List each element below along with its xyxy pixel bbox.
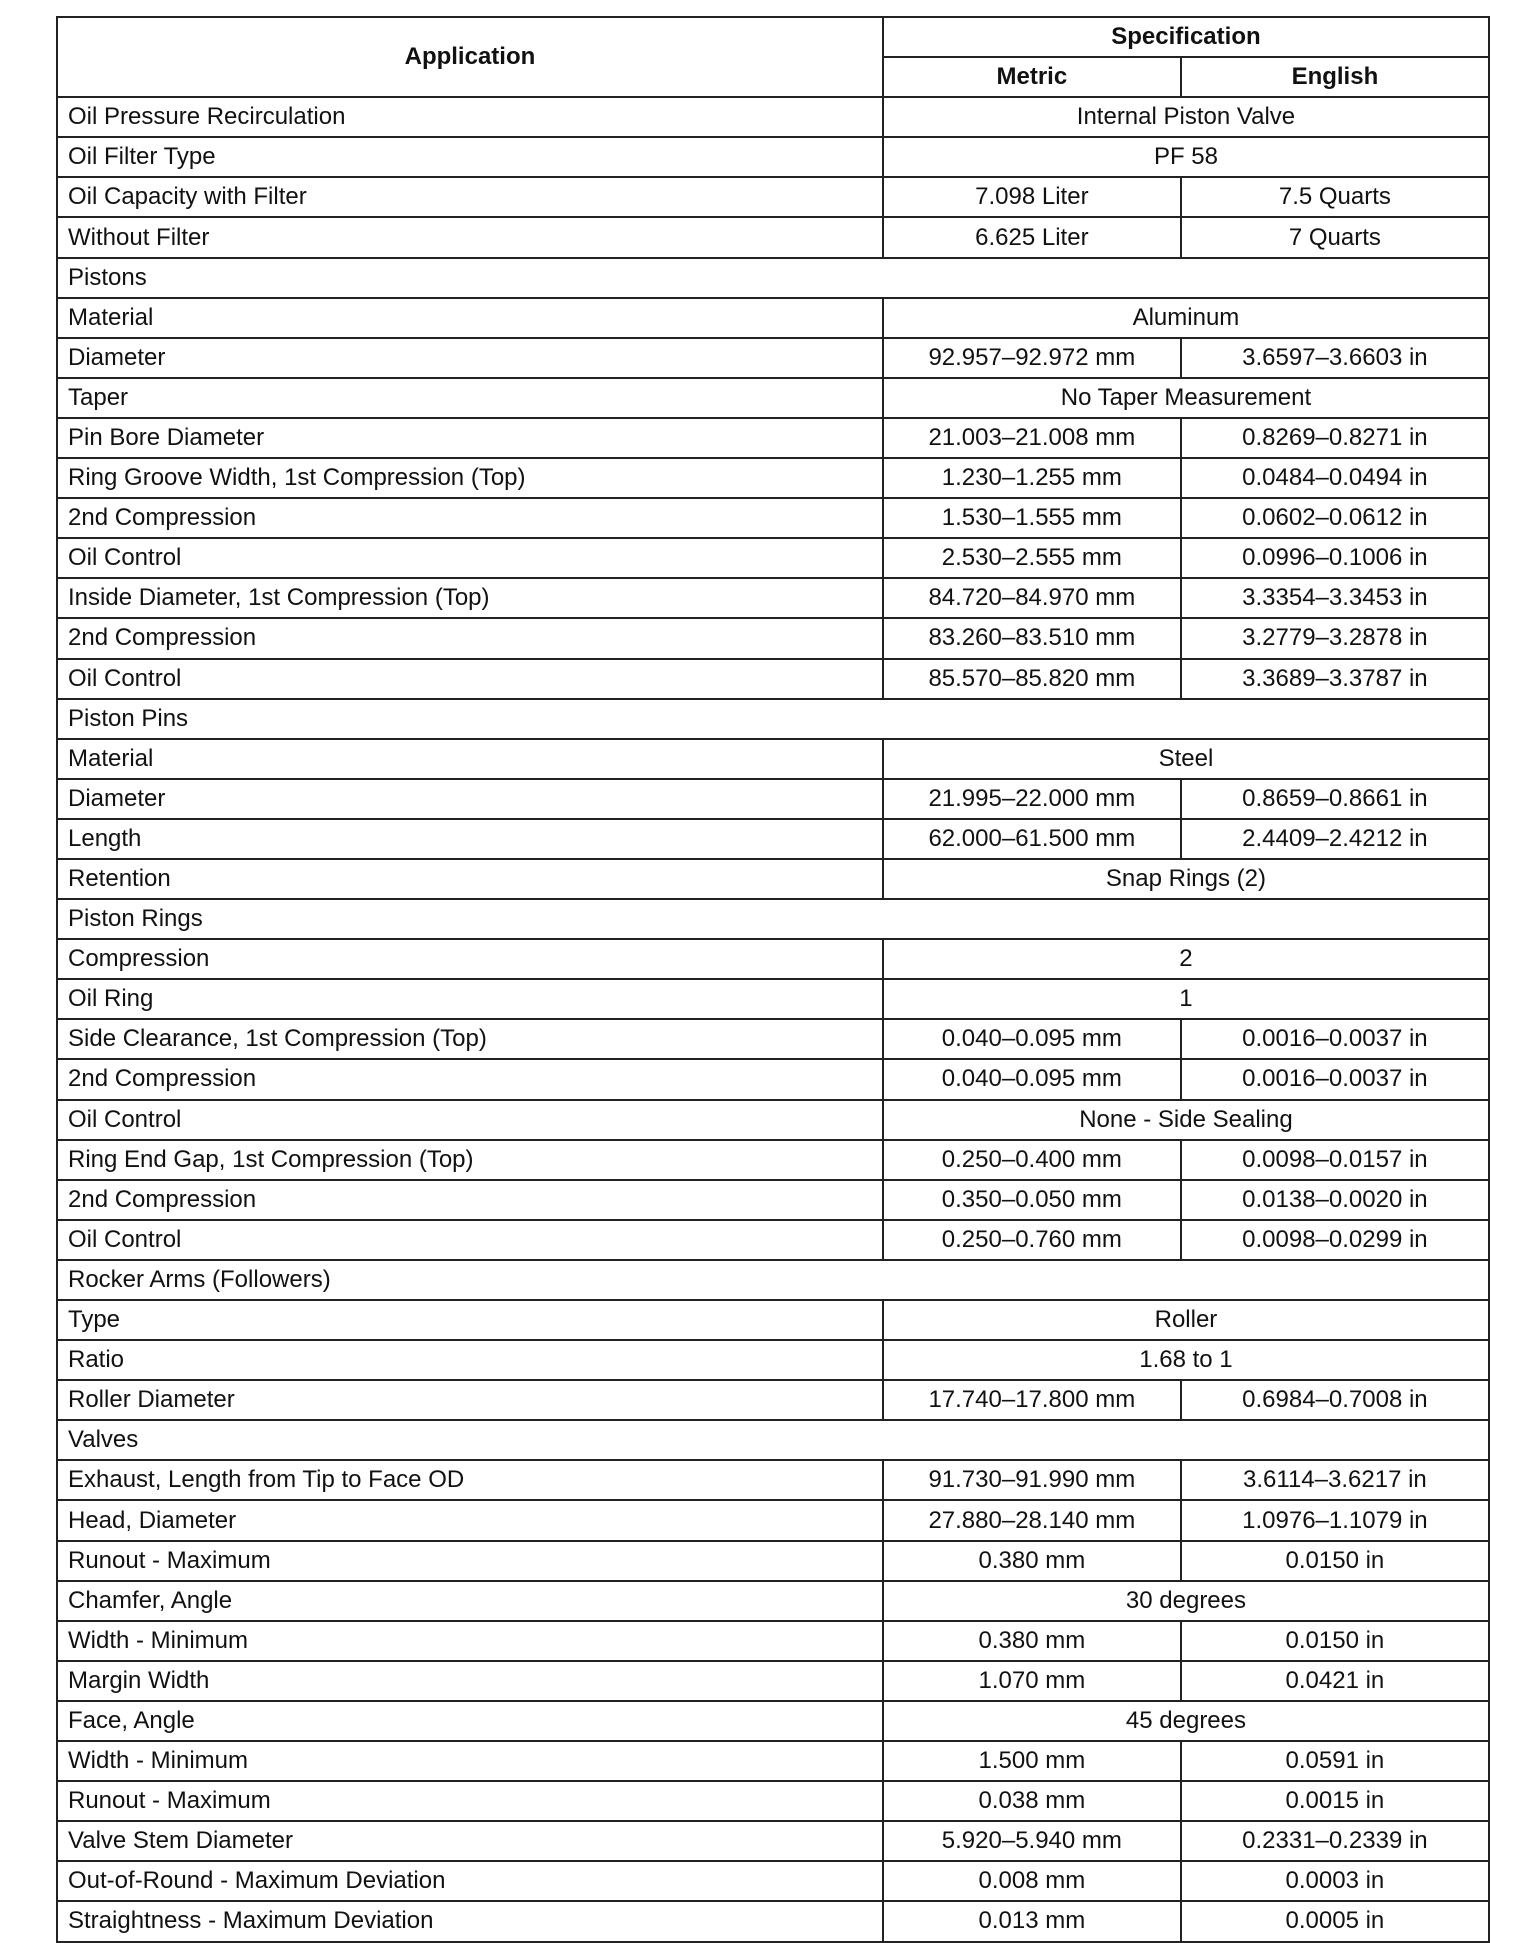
english-cell: 0.0098–0.0157 in xyxy=(1181,1140,1489,1180)
table-row xyxy=(57,1180,1489,1220)
table-row xyxy=(57,1581,1489,1621)
specification-cell: 2 xyxy=(883,939,1489,979)
english-cell: 2.4409–2.4212 in xyxy=(1181,819,1489,859)
metric-cell: 17.740–17.800 mm xyxy=(883,1380,1181,1420)
english-cell: 0.0150 in xyxy=(1181,1621,1489,1661)
application-cell: 2nd Compression xyxy=(57,1059,883,1099)
metric-cell: 2.530–2.555 mm xyxy=(883,538,1181,578)
table-header xyxy=(57,17,1489,97)
table-row xyxy=(57,578,1489,618)
table-row xyxy=(57,1019,1489,1059)
table-row xyxy=(57,418,1489,458)
table-row xyxy=(57,859,1489,899)
application-cell: Without Filter xyxy=(57,217,883,257)
table-row xyxy=(57,979,1489,1019)
application-cell: Taper xyxy=(57,378,883,418)
english-cell: 0.0602–0.0612 in xyxy=(1181,498,1489,538)
table-row xyxy=(57,1701,1489,1741)
metric-cell: 0.038 mm xyxy=(883,1781,1181,1821)
application-cell: Oil Control xyxy=(57,1220,883,1260)
english-cell: 0.0138–0.0020 in xyxy=(1181,1180,1489,1220)
english-cell: 0.0098–0.0299 in xyxy=(1181,1220,1489,1260)
section-label: Rocker Arms (Followers) xyxy=(57,1260,1489,1300)
english-cell: 7.5 Quarts xyxy=(1181,177,1489,217)
english-cell: 0.8269–0.8271 in xyxy=(1181,418,1489,458)
table-row xyxy=(57,338,1489,378)
specification-cell: 30 degrees xyxy=(883,1581,1489,1621)
english-cell: 0.2331–0.2339 in xyxy=(1181,1821,1489,1861)
metric-cell: 83.260–83.510 mm xyxy=(883,618,1181,658)
application-cell: 2nd Compression xyxy=(57,1180,883,1220)
application-cell: Ratio xyxy=(57,1340,883,1380)
application-cell: Runout - Maximum xyxy=(57,1541,883,1581)
section-row xyxy=(57,699,1489,739)
application-cell: Diameter xyxy=(57,338,883,378)
specification-cell: 1.68 to 1 xyxy=(883,1340,1489,1380)
application-cell: Material xyxy=(57,739,883,779)
metric-cell: 1.070 mm xyxy=(883,1661,1181,1701)
english-cell: 0.0484–0.0494 in xyxy=(1181,458,1489,498)
specification-table xyxy=(56,16,1490,1943)
table-row xyxy=(57,618,1489,658)
english-cell: 1.0976–1.1079 in xyxy=(1181,1500,1489,1540)
metric-cell: 6.625 Liter xyxy=(883,217,1181,257)
metric-cell: 0.040–0.095 mm xyxy=(883,1059,1181,1099)
english-cell: 3.6114–3.6217 in xyxy=(1181,1460,1489,1500)
metric-cell: 0.008 mm xyxy=(883,1861,1181,1901)
metric-cell: 0.350–0.050 mm xyxy=(883,1180,1181,1220)
application-cell: Side Clearance, 1st Compression (Top) xyxy=(57,1019,883,1059)
application-cell: Ring Groove Width, 1st Compression (Top) xyxy=(57,458,883,498)
application-cell: Chamfer, Angle xyxy=(57,1581,883,1621)
section-row xyxy=(57,1420,1489,1460)
application-cell: Out-of-Round - Maximum Deviation xyxy=(57,1861,883,1901)
section-row xyxy=(57,1260,1489,1300)
metric-cell: 0.040–0.095 mm xyxy=(883,1019,1181,1059)
table-row xyxy=(57,1741,1489,1781)
application-cell: Exhaust, Length from Tip to Face OD xyxy=(57,1460,883,1500)
application-cell: Material xyxy=(57,298,883,338)
application-cell: Oil Control xyxy=(57,659,883,699)
specification-cell: None - Side Sealing xyxy=(883,1100,1489,1140)
english-cell: 3.2779–3.2878 in xyxy=(1181,618,1489,658)
english-cell: 3.3689–3.3787 in xyxy=(1181,659,1489,699)
table-row xyxy=(57,1300,1489,1340)
table-row xyxy=(57,1821,1489,1861)
table-row xyxy=(57,538,1489,578)
section-label: Piston Pins xyxy=(57,699,1489,739)
application-cell: Margin Width xyxy=(57,1661,883,1701)
table-row xyxy=(57,1220,1489,1260)
table-row xyxy=(57,939,1489,979)
table-row xyxy=(57,1059,1489,1099)
section-row xyxy=(57,258,1489,298)
specification-cell: 45 degrees xyxy=(883,1701,1489,1741)
metric-cell: 27.880–28.140 mm xyxy=(883,1500,1181,1540)
english-cell: 3.6597–3.6603 in xyxy=(1181,338,1489,378)
metric-cell: 85.570–85.820 mm xyxy=(883,659,1181,699)
specification-cell: Steel xyxy=(883,739,1489,779)
application-header: Application xyxy=(57,17,883,97)
metric-cell: 84.720–84.970 mm xyxy=(883,578,1181,618)
metric-cell: 0.250–0.400 mm xyxy=(883,1140,1181,1180)
metric-header: Metric xyxy=(883,57,1181,97)
section-label: Piston Rings xyxy=(57,899,1489,939)
table-row xyxy=(57,659,1489,699)
specification-cell: PF 58 xyxy=(883,137,1489,177)
section-row xyxy=(57,899,1489,939)
section-label: Pistons xyxy=(57,258,1489,298)
table-row xyxy=(57,1140,1489,1180)
english-cell: 0.0996–0.1006 in xyxy=(1181,538,1489,578)
specification-cell: No Taper Measurement xyxy=(883,378,1489,418)
table-row xyxy=(57,1861,1489,1901)
metric-cell: 0.013 mm xyxy=(883,1901,1181,1941)
table-row xyxy=(57,298,1489,338)
metric-cell: 7.098 Liter xyxy=(883,177,1181,217)
table-row xyxy=(57,779,1489,819)
english-cell: 7 Quarts xyxy=(1181,217,1489,257)
metric-cell: 1.500 mm xyxy=(883,1741,1181,1781)
english-cell: 0.0016–0.0037 in xyxy=(1181,1059,1489,1099)
application-cell: Oil Control xyxy=(57,1100,883,1140)
specification-cell: Aluminum xyxy=(883,298,1489,338)
application-cell: Width - Minimum xyxy=(57,1621,883,1661)
english-cell: 0.6984–0.7008 in xyxy=(1181,1380,1489,1420)
application-cell: Width - Minimum xyxy=(57,1741,883,1781)
table-row xyxy=(57,1781,1489,1821)
table-row xyxy=(57,1500,1489,1540)
application-cell: Oil Control xyxy=(57,538,883,578)
table-row xyxy=(57,739,1489,779)
application-cell: Compression xyxy=(57,939,883,979)
application-cell: Head, Diameter xyxy=(57,1500,883,1540)
application-cell: Oil Ring xyxy=(57,979,883,1019)
application-cell: Runout - Maximum xyxy=(57,1781,883,1821)
table-row xyxy=(57,1901,1489,1941)
metric-cell: 1.230–1.255 mm xyxy=(883,458,1181,498)
english-header: English xyxy=(1181,57,1489,97)
table-row xyxy=(57,97,1489,137)
metric-cell: 21.995–22.000 mm xyxy=(883,779,1181,819)
application-cell: 2nd Compression xyxy=(57,498,883,538)
application-cell: Oil Pressure Recirculation xyxy=(57,97,883,137)
metric-cell: 0.380 mm xyxy=(883,1541,1181,1581)
table-row xyxy=(57,1621,1489,1661)
application-cell: Roller Diameter xyxy=(57,1380,883,1420)
table-row xyxy=(57,1541,1489,1581)
application-cell: Oil Filter Type xyxy=(57,137,883,177)
application-cell: Retention xyxy=(57,859,883,899)
table-row xyxy=(57,1380,1489,1420)
english-cell: 0.0591 in xyxy=(1181,1741,1489,1781)
english-cell: 0.0421 in xyxy=(1181,1661,1489,1701)
table-row xyxy=(57,378,1489,418)
application-cell: Ring End Gap, 1st Compression (Top) xyxy=(57,1140,883,1180)
metric-cell: 21.003–21.008 mm xyxy=(883,418,1181,458)
specification-cell: Roller xyxy=(883,1300,1489,1340)
application-cell: Face, Angle xyxy=(57,1701,883,1741)
metric-cell: 0.380 mm xyxy=(883,1621,1181,1661)
metric-cell: 92.957–92.972 mm xyxy=(883,338,1181,378)
table-row xyxy=(57,1100,1489,1140)
english-cell: 0.0150 in xyxy=(1181,1541,1489,1581)
application-cell: Inside Diameter, 1st Compression (Top) xyxy=(57,578,883,618)
table-row xyxy=(57,177,1489,217)
metric-cell: 5.920–5.940 mm xyxy=(883,1821,1181,1861)
english-cell: 0.0005 in xyxy=(1181,1901,1489,1941)
application-cell: Straightness - Maximum Deviation xyxy=(57,1901,883,1941)
table-row xyxy=(57,498,1489,538)
table-row xyxy=(57,1460,1489,1500)
table-row xyxy=(57,217,1489,257)
application-cell: Type xyxy=(57,1300,883,1340)
table-body xyxy=(57,97,1489,1941)
section-label: Valves xyxy=(57,1420,1489,1460)
application-cell: Diameter xyxy=(57,779,883,819)
specification-header: Specification xyxy=(883,17,1489,57)
metric-cell: 62.000–61.500 mm xyxy=(883,819,1181,859)
specification-cell: 1 xyxy=(883,979,1489,1019)
application-cell: Pin Bore Diameter xyxy=(57,418,883,458)
specification-cell: Snap Rings (2) xyxy=(883,859,1489,899)
application-cell: 2nd Compression xyxy=(57,618,883,658)
application-cell: Valve Stem Diameter xyxy=(57,1821,883,1861)
metric-cell: 0.250–0.760 mm xyxy=(883,1220,1181,1260)
application-cell: Oil Capacity with Filter xyxy=(57,177,883,217)
english-cell: 3.3354–3.3453 in xyxy=(1181,578,1489,618)
table-row xyxy=(57,1340,1489,1380)
table-row xyxy=(57,137,1489,177)
table-row xyxy=(57,819,1489,859)
metric-cell: 1.530–1.555 mm xyxy=(883,498,1181,538)
metric-cell: 91.730–91.990 mm xyxy=(883,1460,1181,1500)
english-cell: 0.0015 in xyxy=(1181,1781,1489,1821)
english-cell: 0.8659–0.8661 in xyxy=(1181,779,1489,819)
table-row xyxy=(57,458,1489,498)
english-cell: 0.0016–0.0037 in xyxy=(1181,1019,1489,1059)
english-cell: 0.0003 in xyxy=(1181,1861,1489,1901)
application-cell: Length xyxy=(57,819,883,859)
specification-cell: Internal Piston Valve xyxy=(883,97,1489,137)
table-row xyxy=(57,1661,1489,1701)
